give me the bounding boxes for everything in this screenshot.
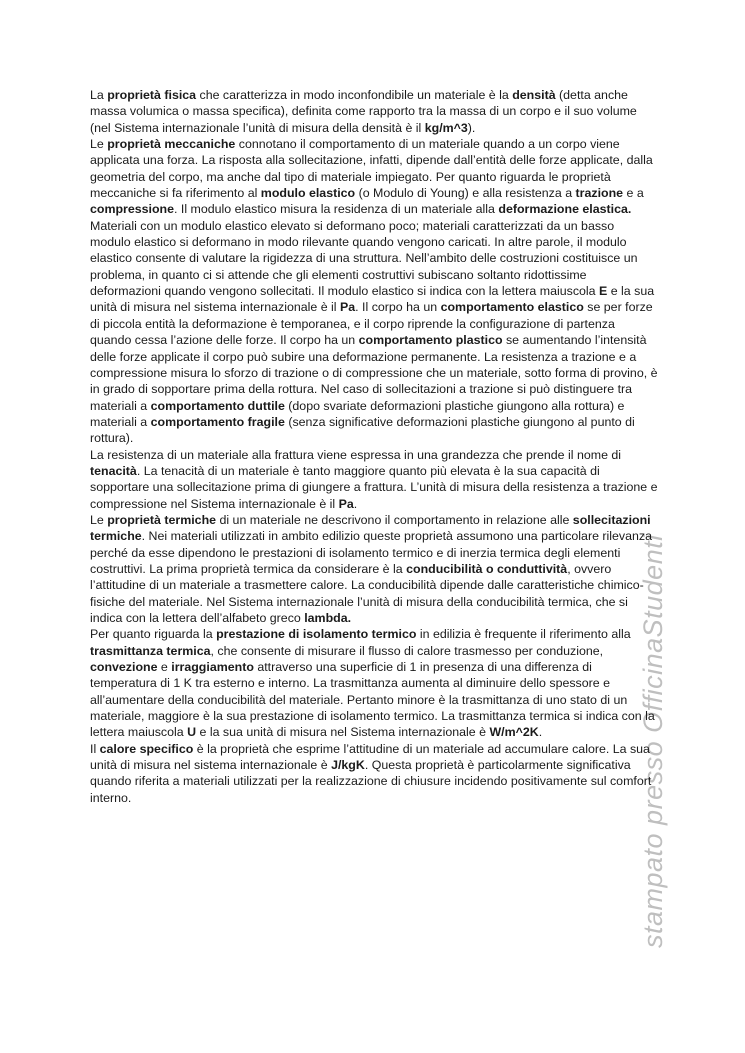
text-run: La resistenza di un materiale alla frattura viene espressa in una grandezza che prende il nome di (90, 447, 622, 462)
bold-text-run: U (187, 725, 197, 740)
text-run: ). (467, 120, 476, 135)
watermark-text: stampato presso OfficinaStudenti (638, 534, 668, 948)
paragraph (90, 512, 658, 626)
bold-text-run: comportamento plastico (358, 333, 503, 348)
text-run: Le (90, 512, 108, 527)
bold-text-run: compressione (90, 202, 175, 217)
text-run: in edilizia è frequente il riferimento alla (416, 627, 631, 642)
text-run: (o Modulo di Young) e alla resistenza a (355, 186, 576, 201)
bold-text-run: kg/m^3 (424, 120, 468, 135)
bold-text-run: proprietà fisica (107, 88, 197, 102)
paragraph (90, 741, 658, 806)
bold-text-run: calore specifico (99, 741, 194, 756)
text-run: . Questa proprietà è particolarmente significativa quando riferita a materiali utilizzati per la realizzazione di chiusure incidendo positivamente sul comfort interno. (90, 758, 652, 805)
bold-text-run: convezione (90, 660, 158, 675)
text-run: e la sua unità di misura nel Sistema internazionale è (196, 725, 490, 740)
bold-text-run: Pa (340, 300, 356, 315)
bold-text-run: comportamento duttile (150, 398, 285, 413)
bold-text-run: irraggiamento (171, 660, 254, 675)
bold-text-run: conducibilità o conduttività (406, 561, 568, 576)
text-run: se per forze di piccola entità la deformazione è temporanea, e il corpo riprende la configurazione di partenza quando cessa l’azione delle forze. Il corpo ha un (90, 300, 653, 348)
bold-text-run: Pa (338, 496, 354, 511)
bold-text-run: J/kgK (331, 758, 365, 773)
text-run: La (90, 88, 108, 102)
bold-text-run: proprietà meccaniche (107, 137, 236, 152)
bold-text-run: E (599, 284, 608, 299)
text-run: . Il corpo ha un (355, 300, 441, 315)
bold-text-run: deformazione elastica. (498, 202, 632, 217)
text-run: . La tenacità di un materiale è tanto maggiore quanto più elevata è la sua capacità di sopportare una sollecitazione prima di giungere a frattura. L’unità di misura della resistenza a trazione e compressione nel Sistema internazionale è il (90, 463, 658, 511)
text-run: , ovvero l’attitudine di un materiale a trasmettere calore. La conducibilità dipende dalle caratteristiche chimico-fisiche del materiale. Nel Sistema internazionale l’unità di misura della conducibilità termica, che si indica con la lettera dell’alfabeto greco (90, 561, 644, 625)
text-run: di un materiale ne descrivono il comportamento in relazione alle (216, 512, 573, 527)
paragraph (90, 626, 658, 740)
bold-text-run: prestazione di isolamento termico (216, 627, 417, 642)
text-run: (detta anche massa volumica o massa specifica), definita come rapporto tra la massa di un corpo e il suo volume (nel Sistema internazionale l’unità di misura della densità è il (90, 88, 637, 135)
paragraph (90, 447, 658, 512)
bold-text-run: comportamento elastico (440, 300, 584, 315)
text-run: . Il modulo elastico misura la residenza di un materiale alla (174, 202, 499, 217)
text-run: e (157, 660, 172, 675)
bold-text-run: modulo elastico (260, 186, 356, 201)
text-run: Materiali con un modulo elastico elevato si deformano poco; materiali caratterizzati da un basso modulo elastico si deformano in modo rilevante quando vengono caricati. In altre parole, il modulo elastico consente di valutare la rigidezza di una struttura. Nell’ambito delle costruzioni costituisce un problema, in quanto ci si attende che gli elementi costruttivi subiscano soltanto ridottissime deformazioni quando vengono sollecitati. Il modulo elastico si indica con la lettera maiuscola (90, 218, 638, 299)
bold-text-run: W/m^2K (489, 725, 539, 740)
text-run: che caratterizza in modo inconfondibile un materiale è la (196, 88, 513, 102)
text-run: e a (623, 186, 644, 201)
bold-text-run: sollecitazioni termiche (90, 512, 651, 544)
bold-text-run: tenacità (90, 463, 137, 478)
text-run: (senza significative deformazioni plastiche giungono al punto di rottura). (90, 414, 635, 446)
text-run: attraverso una superficie di 1 in presenza di una differenza di temperatura di 1 K tra esterno e interno. La trasmittanza aumenta al diminuire dello spessore e all’aumentare della conducibilità del materiale. Pertanto minore è la trasmittanza di uno stato di un materiale, maggiore è la sua prestazione di isolamento termico. La trasmittanza termica si indica con la lettera maiuscola (90, 660, 655, 740)
text-run: è la proprietà che esprime l’attitudine di un materiale ad accumulare calore. La sua unità di misura nel sistema internazionale è (90, 741, 650, 773)
text-run: Le (90, 137, 108, 152)
text-run: , che consente di misurare il flusso di calore trasmesso per conduzione, (210, 643, 604, 658)
bold-text-run: proprietà termiche (107, 512, 217, 527)
text-run: . (538, 725, 543, 740)
bold-text-run: trasmittanza termica (90, 643, 211, 658)
paragraph (90, 87, 658, 136)
text-run: se aumentando l’intensità delle forze applicate il corpo può subire una deformazione permanente. La resistenza a trazione e a compressione misura lo sforzo di trazione o di compressione che un materiale, sotto forma di provino, è in grado di sopportare prima della rottura. Nel caso di sollecitazioni a trazione si può distinguere tra materiali a (90, 333, 658, 413)
bold-text-run: trazione (575, 186, 624, 201)
bold-text-run: lambda. (304, 611, 352, 625)
bold-text-run: densità (512, 88, 556, 102)
text-run: (dopo svariate deformazioni plastiche giungono alla rottura) e materiali a (90, 398, 625, 429)
document-body (90, 87, 658, 806)
text-run: e la sua unità di misura nel sistema internazionale è il (90, 284, 655, 315)
text-run: . Nei materiali utilizzati in ambito edilizio queste proprietà assumono una particolare rilevanza perché da esse dipendono le prestazioni di isolamento termico e di inerzia termica degli elementi costruttivi. La prima proprietà termica da considerare è la (90, 529, 652, 576)
text-run: Il (90, 741, 100, 756)
text-run: Per quanto riguarda la (90, 627, 217, 642)
text-run: . (353, 496, 358, 511)
text-run: connotano il comportamento di un materiale quando a un corpo viene applicata una forza. La risposta alla sollecitazione, infatti, dipende dall’entità delle forze applicate, dalla geometria del corpo, ma anche dal tipo di materiale impiegato. Per quanto riguarda le proprietà meccaniche si fa riferimento al (90, 137, 653, 201)
paragraph (90, 136, 658, 447)
bold-text-run: comportamento fragile (150, 414, 285, 429)
